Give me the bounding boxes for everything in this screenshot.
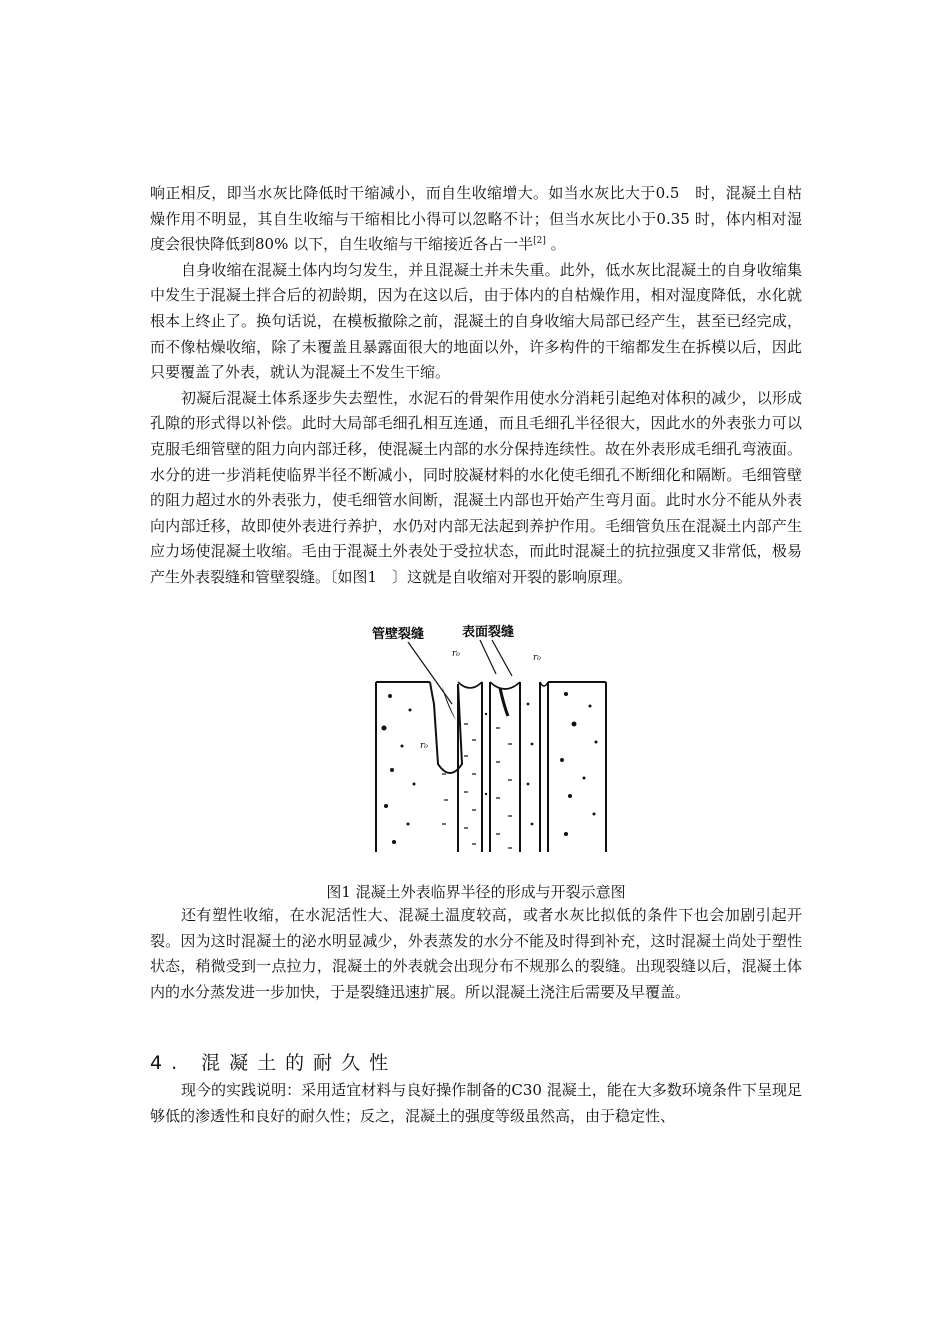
r0-label-3: r₀ [420, 741, 428, 751]
paragraph-4: 还有塑性收缩，在水泥活性大、混凝土温度较高，或者水灰比拟低的条件下也会加剧引起开裂。因为这时混凝土的泌水明显减少，外表蒸发的水分不能及时得到补充，这时混凝土尚处于塑性状态，稍微受到一点拉力，混凝土的外表就会出现分布不规那么的裂缝。出现裂缝以后，混凝土体内的水分蒸发进一步加快，于是裂缝迅速扩展。所以混凝土浇注后需要及早覆盖。 [150, 906, 802, 1001]
body-text-top [150, 181, 802, 591]
meniscus-1 [458, 682, 482, 688]
meniscus-3 [540, 682, 548, 686]
water-dashes [442, 724, 512, 848]
surface-crack [500, 688, 508, 716]
paragraph-3: 初凝后混凝土体系逐步失去塑性，水泥石的骨架作用使水分消耗引起绝对体积的减少，以形成孔隙的形式得以补偿。此时大局部毛细孔相互连通，而且毛细孔半径很大，因此水的外表张力可以克服毛细管壁的阻力向内部迁移，使混凝土内部的水分保持连续性。故在外表形成毛细孔弯液面。水分的进一步消耗使临界半径不断减小，同时胶凝材料的水化使毛细孔不断细化和隔断。毛细管壁的阻力超过水的外表张力，使毛细管水间断，混凝土内部也开始产生弯月面。此时水分不能从外表向内部迁移，故即使外表进行养护，水仍对内部无法起到养护作用。毛细管负压在混凝土内部产生应力场使混凝土收缩。毛由于混凝土外表处于受拉状态，而此时混凝土的抗拉强度又非常低，极易产生外表裂缝和管壁裂缝。〔如图1 〕这就是自收缩对开裂的影响原理。 [150, 388, 802, 586]
paragraph-1 [150, 181, 802, 258]
figure-1 [370, 624, 610, 862]
body-text-bottom [150, 1078, 802, 1129]
pipe-crack [442, 686, 456, 720]
pipe-crack-label: 管壁裂缝 [372, 627, 425, 642]
meniscus-2 [490, 682, 520, 689]
r0-label-1: r₀ [452, 649, 460, 659]
crack-diagram [370, 624, 610, 862]
body-text-middle [150, 903, 802, 1005]
figure-caption: 图1 混凝土外表临界半径的形成与开裂示意图 [326, 883, 626, 901]
paragraph-1-tail: 。 [545, 235, 566, 254]
pipe-crack-leader [408, 642, 452, 704]
surface-crack-leader-1 [480, 640, 496, 674]
paragraph-5: 现今的实践说明：采用适宜材料与良好操作制备的C30 混凝土，能在大多数环境条件下呈现足够低的渗透性和良好的耐久性；反之，混凝土的强度等级虽然高，由于稳定性、 [150, 1081, 802, 1125]
r0-label-2: r₀ [533, 653, 541, 663]
citation-ref[interactable]: [2] [533, 236, 546, 247]
paragraph-1-text: 响正相反，即当水灰比降低时干缩减小，而自生收缩增大。如当水灰比大于0.5 时，混凝土自枯燥作用不明显，其自生收缩与干缩相比小得可以忽略不计；但当水灰比小于0.35 时，体内相对湿度会很快降低到80% 以下，自生收缩与干缩接近各占一半 [150, 184, 802, 254]
paragraph-2: 自身收缩在混凝土体内均匀发生，并且混凝土并未失重。此外，低水灰比混凝土的自身收缩集中发生于混凝土拌合后的初龄期，因为在这以后，由于体内的自枯燥作用，相对湿度降低，水化就根本上终止了。换句话说，在模板撤除之前，混凝土的自身收缩大局部已经产生，甚至已经完成，而不像枯燥收缩，除了未覆盖且暴露面很大的地面以外，许多构件的干缩都发生在拆模以后，因此只要覆盖了外表，就认为混凝土不发生干缩。 [150, 260, 802, 382]
surface-crack-label: 表面裂缝 [462, 625, 515, 640]
section-heading: 4. 混凝土的耐久性 [150, 1052, 398, 1074]
